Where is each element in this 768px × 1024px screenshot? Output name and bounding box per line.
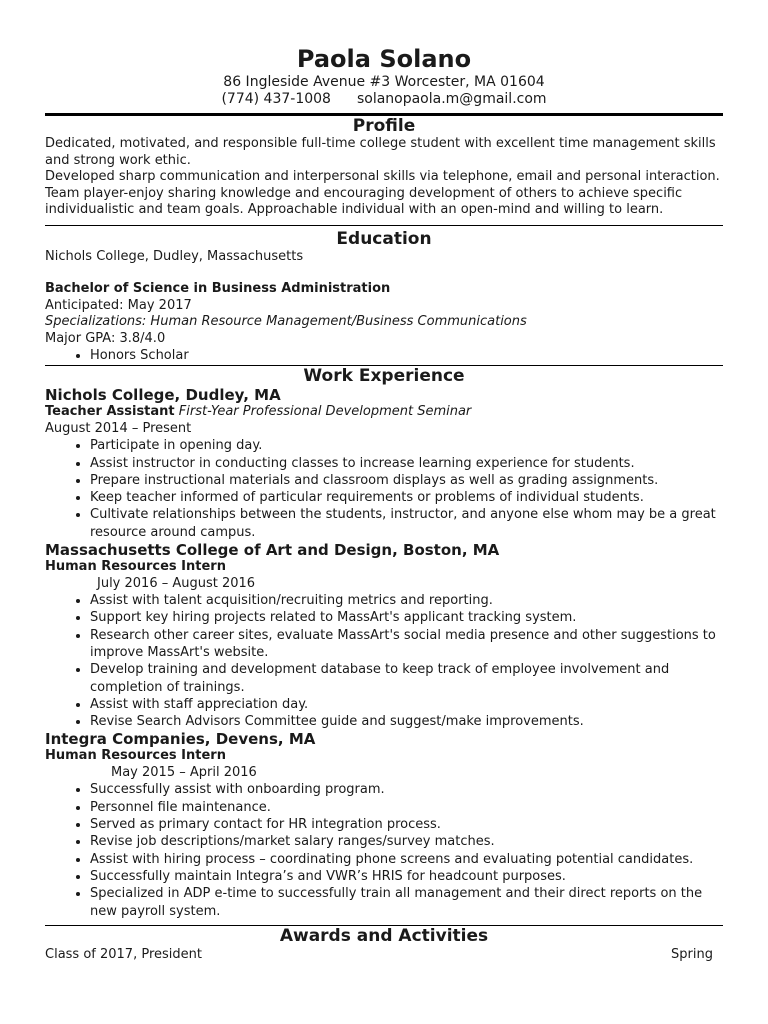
list-item: • Assist with staff appreciation day. — [90, 696, 723, 713]
education-heading: Education — [336, 228, 432, 249]
resume-page — [45, 44, 723, 963]
list-item: • Assist with talent acquisition/recruiting metrics and reporting. — [90, 592, 723, 609]
school-name: Nichols College, Dudley, Massachusetts — [45, 248, 304, 264]
list-item: • Cultivate relationships between the students, instructor, and anyone else whom may be a great resource around campus. — [90, 506, 723, 541]
job-bullets — [45, 592, 723, 730]
job-title: Human Resources Intern — [45, 559, 226, 575]
list-item: • Assist instructor in conducting classes to increase learning experience for students. — [90, 455, 723, 472]
list-item: • Honors Scholar — [90, 347, 723, 364]
job-dates: May 2015 – April 2016 — [111, 764, 257, 780]
list-item: • Keep teacher informed of particular requirements or problems of individual students. — [90, 489, 723, 506]
section-divider — [45, 225, 723, 226]
job-dates: August 2014 – Present — [45, 420, 192, 436]
list-item: • Develop training and development database to keep track of employee involvement and completion of trainings. — [90, 661, 723, 696]
job-org: Nichols College, Dudley, MA — [45, 386, 281, 405]
award-left: Class of 2017, President — [45, 946, 202, 962]
list-item: • Prepare instructional materials and classroom displays as well as grading assignments. — [90, 472, 723, 489]
list-item: • Support key hiring projects related to MassArt's applicant tracking system. — [90, 609, 723, 626]
award-row — [45, 946, 723, 963]
phone-number: (774) 437-1008 — [221, 91, 331, 107]
gpa: Major GPA: 3.8/4.0 — [45, 330, 166, 346]
list-item: • Participate in opening day. — [90, 437, 723, 454]
specializations: Specializations: Human Resource Management/Business Communications — [45, 314, 527, 329]
list-item: • Successfully assist with onboarding program. — [90, 781, 723, 798]
job-title-line — [45, 404, 723, 421]
job-org: Integra Companies, Devens, MA — [45, 730, 316, 749]
contact-line — [45, 91, 723, 108]
address: 86 Ingleside Avenue #3 Worcester, MA 01604 — [223, 74, 545, 90]
work-heading: Work Experience — [303, 366, 465, 387]
awards-heading: Awards and Activities — [279, 925, 489, 946]
list-item: • Assist with hiring process – coordinating phone screens and evaluating potential candidates. — [90, 851, 723, 868]
list-item: • Personnel file maintenance. — [90, 799, 723, 816]
education-bullets — [45, 347, 723, 364]
email-address: solanopaola.m@gmail.com — [356, 91, 547, 107]
degree: Bachelor of Science in Business Administration — [45, 281, 391, 296]
candidate-name: Paola Solano — [296, 45, 472, 73]
list-item: • Revise Search Advisors Committee guide and suggest/make improvements. — [90, 713, 723, 730]
anticipated-date: Anticipated: May 2017 — [45, 297, 192, 313]
job-bullets — [45, 781, 723, 919]
list-item: • Successfully maintain Integra’s and VWR’s HRIS for headcount purposes. — [90, 868, 723, 885]
job-title: Human Resources Intern — [45, 748, 226, 764]
job-bullets — [45, 437, 723, 541]
job-title: Teacher Assistant — [45, 404, 175, 420]
award-right: Spring — [671, 946, 713, 962]
profile-line: Dedicated, motivated, and responsible full-time college student with excellent time management skills and strong work ethic. — [45, 136, 716, 168]
job-dates: July 2016 – August 2016 — [97, 575, 256, 591]
list-item: • Research other career sites, evaluate MassArt's social media presence and other suggestions to improve MassArt's website. — [90, 627, 723, 662]
job-org: Massachusetts College of Art and Design, Boston, MA — [45, 541, 500, 560]
list-item: • Specialized in ADP e-time to successfully train all management and their direct reports on the new payroll system. — [90, 885, 723, 920]
profile-heading: Profile — [352, 116, 416, 136]
profile-line: Developed sharp communication and interpersonal skills via telephone, email and personal interaction. — [45, 169, 720, 184]
list-item: • Revise job descriptions/market salary ranges/survey matches. — [90, 833, 723, 850]
job-subtitle: First-Year Professional Development Seminar — [178, 404, 472, 420]
profile-line: Team player-enjoy sharing knowledge and encouraging development of others to achieve specific individualistic and team goals. Approachable individual with an open-mind and willing to learn. — [45, 185, 683, 217]
list-item: • Served as primary contact for HR integration process. — [90, 816, 723, 833]
